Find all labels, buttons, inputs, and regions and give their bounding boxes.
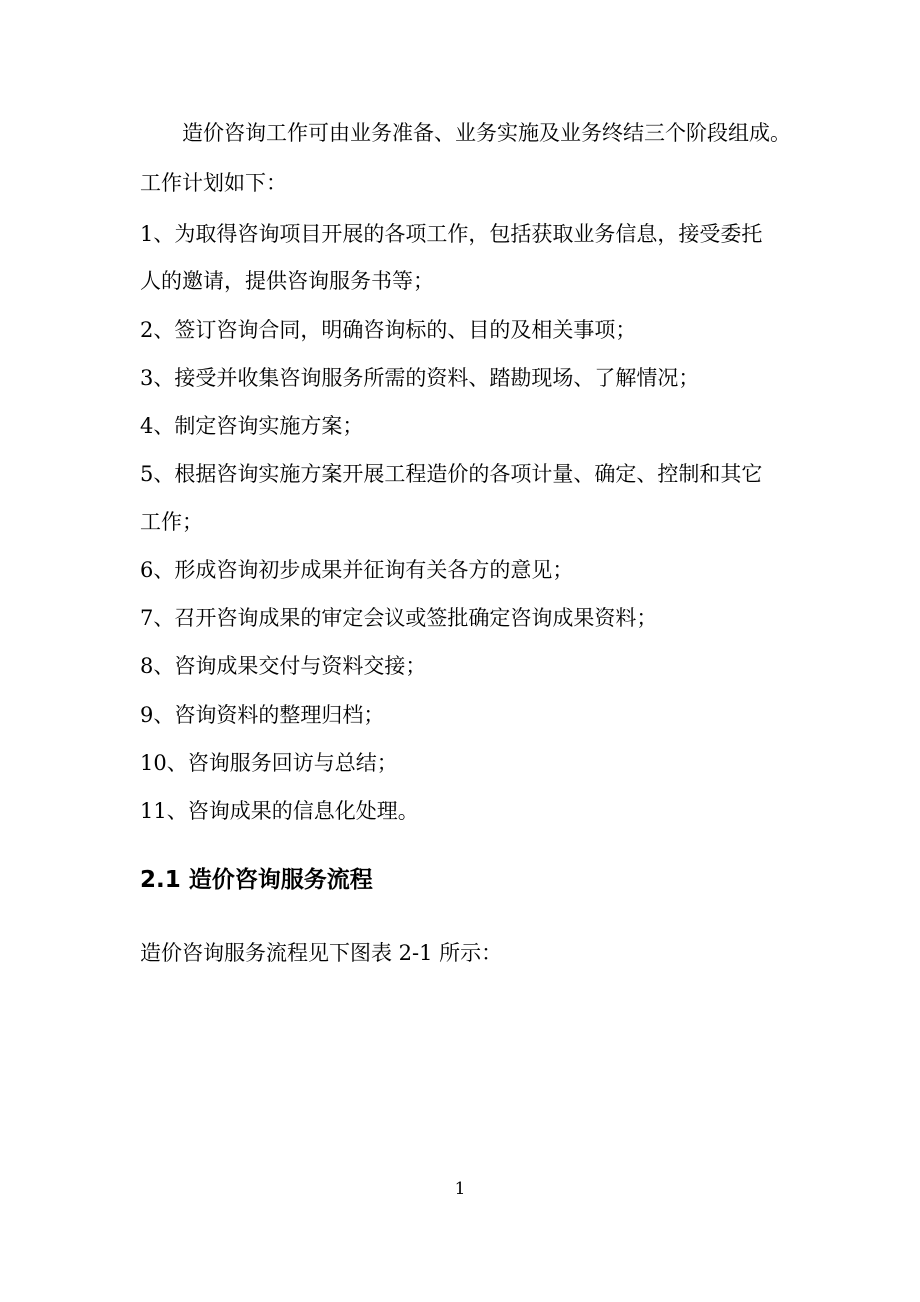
intro-paragraph-line-1: 造价咨询工作可由业务准备、业务实施及业务终结三个阶段组成。 (182, 121, 791, 145)
plan-item-11: 11、咨询成果的信息化处理。 (140, 799, 419, 823)
plan-item-5-line-2: 工作； (140, 510, 203, 534)
plan-item-3: 3、接受并收集咨询服务所需的资料、踏勘现场、了解情况； (140, 366, 700, 390)
intro-paragraph-line-2: 工作计划如下： (140, 171, 287, 195)
plan-item-8: 8、咨询成果交付与资料交接； (140, 654, 427, 678)
plan-item-1-line-1: 1、为取得咨询项目开展的各项工作，包括获取业务信息，接受委托 (140, 222, 763, 246)
plan-item-5-line-1: 5、根据咨询实施方案开展工程造价的各项计量、确定、控制和其它 (140, 462, 763, 486)
plan-item-4: 4、制定咨询实施方案； (140, 414, 364, 438)
plan-item-10: 10、咨询服务回访与总结； (140, 751, 398, 775)
plan-item-9: 9、咨询资料的整理归档； (140, 703, 385, 727)
page-number: 1 (454, 1179, 466, 1199)
section-text: 造价咨询服务流程见下图表 2-1 所示： (140, 941, 503, 965)
plan-item-7: 7、召开咨询成果的审定会议或签批确定咨询成果资料； (140, 606, 658, 630)
plan-item-1-line-2: 人的邀请，提供咨询服务书等； (140, 269, 434, 293)
plan-item-2: 2、签订咨询合同，明确咨询标的、目的及相关事项； (140, 318, 637, 342)
section-heading: 2.1 造价咨询服务流程 (140, 867, 373, 893)
plan-item-6: 6、形成咨询初步成果并征询有关各方的意见； (140, 558, 574, 582)
